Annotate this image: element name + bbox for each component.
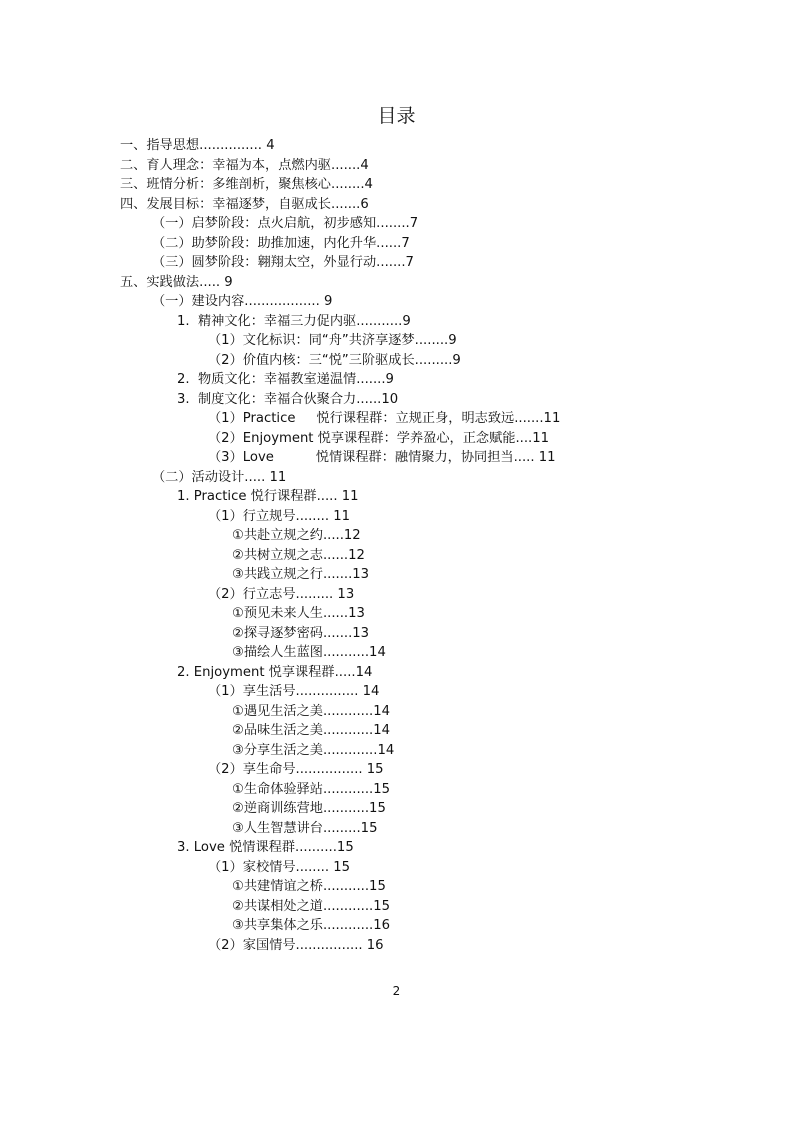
toc-entry-level-3: （1）行立规号........ 11 <box>208 508 351 524</box>
toc-entry-level-3: （2）享生命号................ 15 <box>208 762 384 777</box>
toc-entry-level-3: （1）享生活号............... 14 <box>208 684 380 699</box>
toc-entry-level-3: （2）行立志号......... 13 <box>208 586 355 602</box>
toc-entry-level-4: ③共践立规之行.......13 <box>232 567 370 582</box>
toc-entry-level-1: （一）建设内容.................. 9 <box>152 294 333 309</box>
toc-entry-level-3: （1）Practice 悦行课程群：立规正身，明志致远.......11 <box>208 411 561 426</box>
toc-entry-level-4: ①共建情谊之桥...........15 <box>232 879 386 894</box>
page-number: 2 <box>392 984 401 998</box>
toc-entry-level-0: 四、发展目标：幸福逐梦，自驱成长.......6 <box>120 196 369 212</box>
toc-entry-level-3: （2）家国情号................ 16 <box>208 937 384 953</box>
toc-entry-level-0: 五、实践做法..... 9 <box>120 274 233 290</box>
toc-entry-level-3: （2）价值内核：三“悦”三阶驱成长.........9 <box>208 352 461 368</box>
toc-entry-level-4: ③描绘人生蓝图...........14 <box>232 645 386 660</box>
toc-entry-level-4: ②逆商训练营地...........15 <box>232 801 386 816</box>
toc-entry-level-2: 1. 精神文化：幸福三力促内驱...........9 <box>177 313 411 329</box>
toc-entry-level-4: ③共享集体之乐............16 <box>232 918 391 933</box>
toc-entry-level-4: ③分享生活之美.............14 <box>232 742 395 758</box>
page-title: 目录 <box>377 105 416 127</box>
toc-entry-level-4: ①共赴立规之约.....12 <box>232 528 361 543</box>
toc-entry-level-1: （二）活动设计..... 11 <box>152 469 287 485</box>
toc-entry-level-4: ①生命体验驿站............15 <box>232 781 391 797</box>
toc-entry-level-3: （1）文化标识：同“舟”共济享逐梦........9 <box>208 333 457 348</box>
toc-entry-level-0: 一、指导思想............... 4 <box>120 138 275 153</box>
toc-entry-level-4: ①预见未来人生......13 <box>232 606 365 621</box>
toc-entry-level-1: （三）圆梦阶段：翱翔太空，外显行动.......7 <box>152 255 414 270</box>
toc-entry-level-0: 三、班情分析：多维剖析，聚焦核心........4 <box>120 177 373 192</box>
toc-entry-level-1: （二）助梦阶段：助推加速，内化升华......7 <box>152 235 410 251</box>
toc-entry-level-3: （3）Love 悦情课程群：融情聚力，协同担当..... 11 <box>208 450 556 465</box>
toc-entry-level-0: 二、育人理念：幸福为本，点燃内驱.......4 <box>120 157 369 173</box>
toc-entry-level-4: ②共谋相处之道............15 <box>232 898 391 914</box>
toc-entry-level-4: ②共树立规之志......12 <box>232 547 365 563</box>
toc-entry-level-2: 3. Love 悦情课程群..........15 <box>177 840 354 855</box>
toc-entry-level-1: （一）启梦阶段：点火启航，初步感知........7 <box>152 216 419 231</box>
toc-entry-level-4: ①遇见生活之美............14 <box>232 703 391 719</box>
toc-entry-level-3: （2）Enjoyment 悦享课程群：学养盈心，正念赋能....11 <box>208 430 550 446</box>
toc-entry-level-3: （1）家校情号........ 15 <box>208 859 351 875</box>
toc-entry-level-4: ③人生智慧讲台.........15 <box>232 820 378 836</box>
toc-entry-level-2: 3. 制度文化：幸福合伙聚合力......10 <box>177 391 399 407</box>
toc-entry-level-2: 1. Practice 悦行课程群..... 11 <box>177 489 359 504</box>
toc-entry-level-2: 2. Enjoyment 悦享课程群.....14 <box>177 664 373 680</box>
toc-entry-level-2: 2. 物质文化：幸福教室递温情.......9 <box>177 372 394 387</box>
toc-entry-level-4: ②探寻逐梦密码.......13 <box>232 625 370 641</box>
toc-entry-level-4: ②品味生活之美............14 <box>232 723 391 738</box>
